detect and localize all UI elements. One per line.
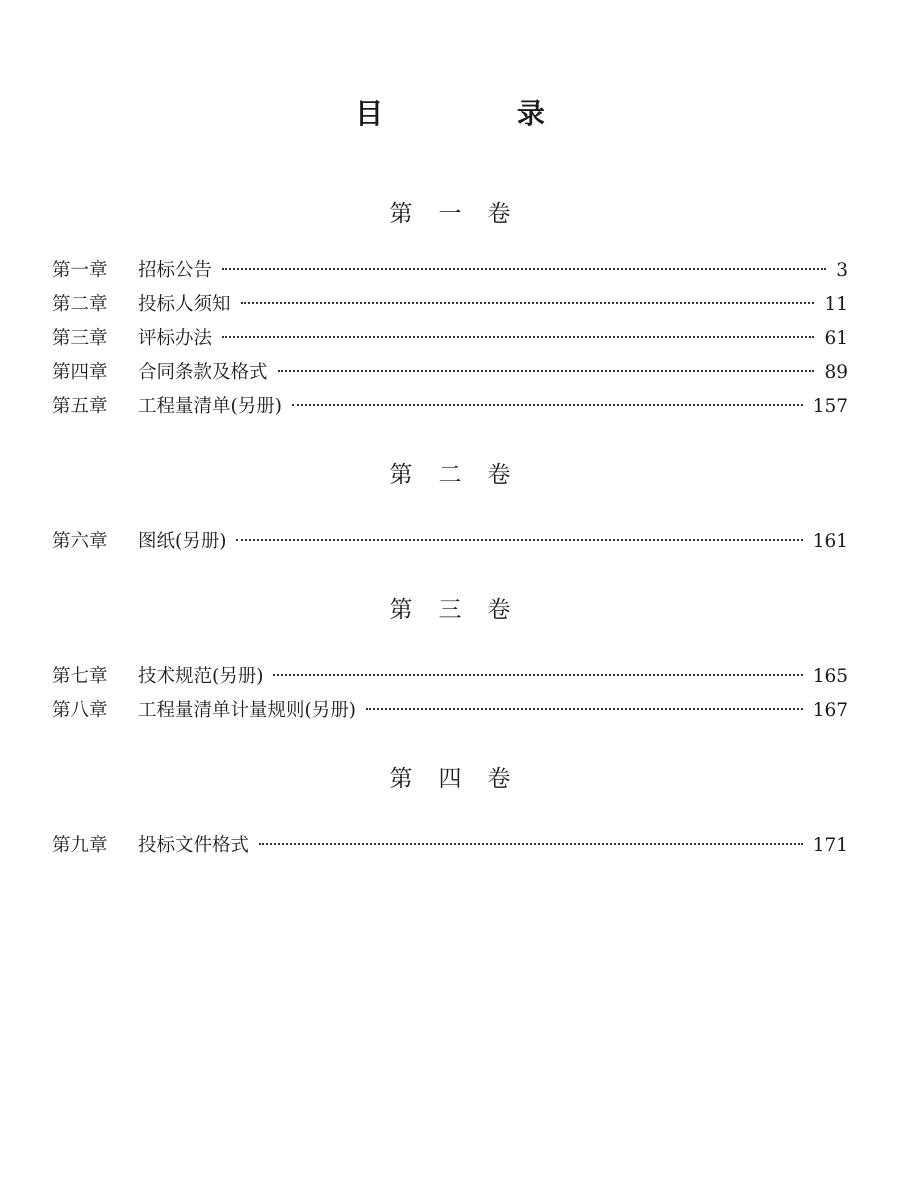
- volume-heading-3: 第三卷: [389, 597, 537, 623]
- toc-chapter-title: 合同条款及格式: [138, 362, 268, 383]
- volume-heading-4: 第四卷: [389, 766, 537, 792]
- toc-chapter-title: 招标公告: [138, 260, 213, 281]
- toc-page-number: 167: [812, 700, 848, 721]
- toc-entry-chapter-2[interactable]: [52, 288, 848, 322]
- toc-chapter-title: 投标文件格式: [138, 835, 250, 856]
- dot-leader: [222, 268, 826, 270]
- toc-entry-chapter-7[interactable]: [52, 660, 848, 694]
- toc-list-volume-2: [52, 525, 848, 559]
- dot-leader: [259, 843, 803, 845]
- toc-chapter-number: 第二章: [52, 294, 108, 315]
- toc-page-number: 165: [812, 666, 848, 687]
- dot-leader: [236, 539, 802, 541]
- toc-chapter-number: 第五章: [52, 396, 108, 417]
- toc-chapter-number: 第九章: [52, 835, 108, 856]
- volume-heading-2: 第二卷: [389, 462, 537, 488]
- toc-entry-chapter-4[interactable]: [52, 356, 848, 390]
- toc-chapter-number: 第一章: [52, 260, 108, 281]
- toc-chapter-number: 第六章: [52, 531, 108, 552]
- toc-entry-chapter-5[interactable]: [52, 390, 848, 424]
- toc-chapter-title: 图纸(另册): [138, 531, 227, 552]
- dot-leader: [292, 404, 803, 406]
- toc-page-number: 3: [836, 260, 848, 281]
- toc-page-number: 171: [812, 835, 848, 856]
- toc-entry-chapter-3[interactable]: [52, 322, 848, 356]
- toc-chapter-title: 投标人须知: [138, 294, 231, 315]
- toc-chapter-number: 第三章: [52, 328, 108, 349]
- toc-chapter-title: 工程量清单(另册): [138, 396, 282, 417]
- toc-page-number: 161: [812, 531, 848, 552]
- toc-chapter-number: 第八章: [52, 700, 108, 721]
- toc-chapter-title: 工程量清单计量规则(另册): [138, 700, 356, 721]
- toc-list-volume-4: [52, 829, 848, 863]
- toc-page-number: 89: [824, 362, 848, 383]
- toc-chapter-title: 评标办法: [138, 328, 213, 349]
- dot-leader: [366, 708, 803, 710]
- toc-entry-chapter-1[interactable]: [52, 254, 848, 288]
- toc-list-volume-1: [52, 254, 848, 424]
- dot-leader: [273, 674, 802, 676]
- toc-list-volume-3: [52, 660, 848, 728]
- toc-chapter-number: 第七章: [52, 666, 108, 687]
- toc-page-number: 11: [824, 294, 848, 315]
- dot-leader: [222, 336, 814, 338]
- volume-heading-1: 第一卷: [389, 201, 537, 227]
- toc-page-number: 157: [812, 396, 848, 417]
- toc-entry-chapter-6[interactable]: [52, 525, 848, 559]
- toc-chapter-title: 技术规范(另册): [138, 666, 264, 687]
- page-title: 目 录: [355, 97, 607, 130]
- dot-leader: [241, 302, 815, 304]
- toc-entry-chapter-8[interactable]: [52, 694, 848, 728]
- dot-leader: [278, 370, 815, 372]
- toc-chapter-number: 第四章: [52, 362, 108, 383]
- toc-entry-chapter-9[interactable]: [52, 829, 848, 863]
- toc-page-number: 61: [824, 328, 848, 349]
